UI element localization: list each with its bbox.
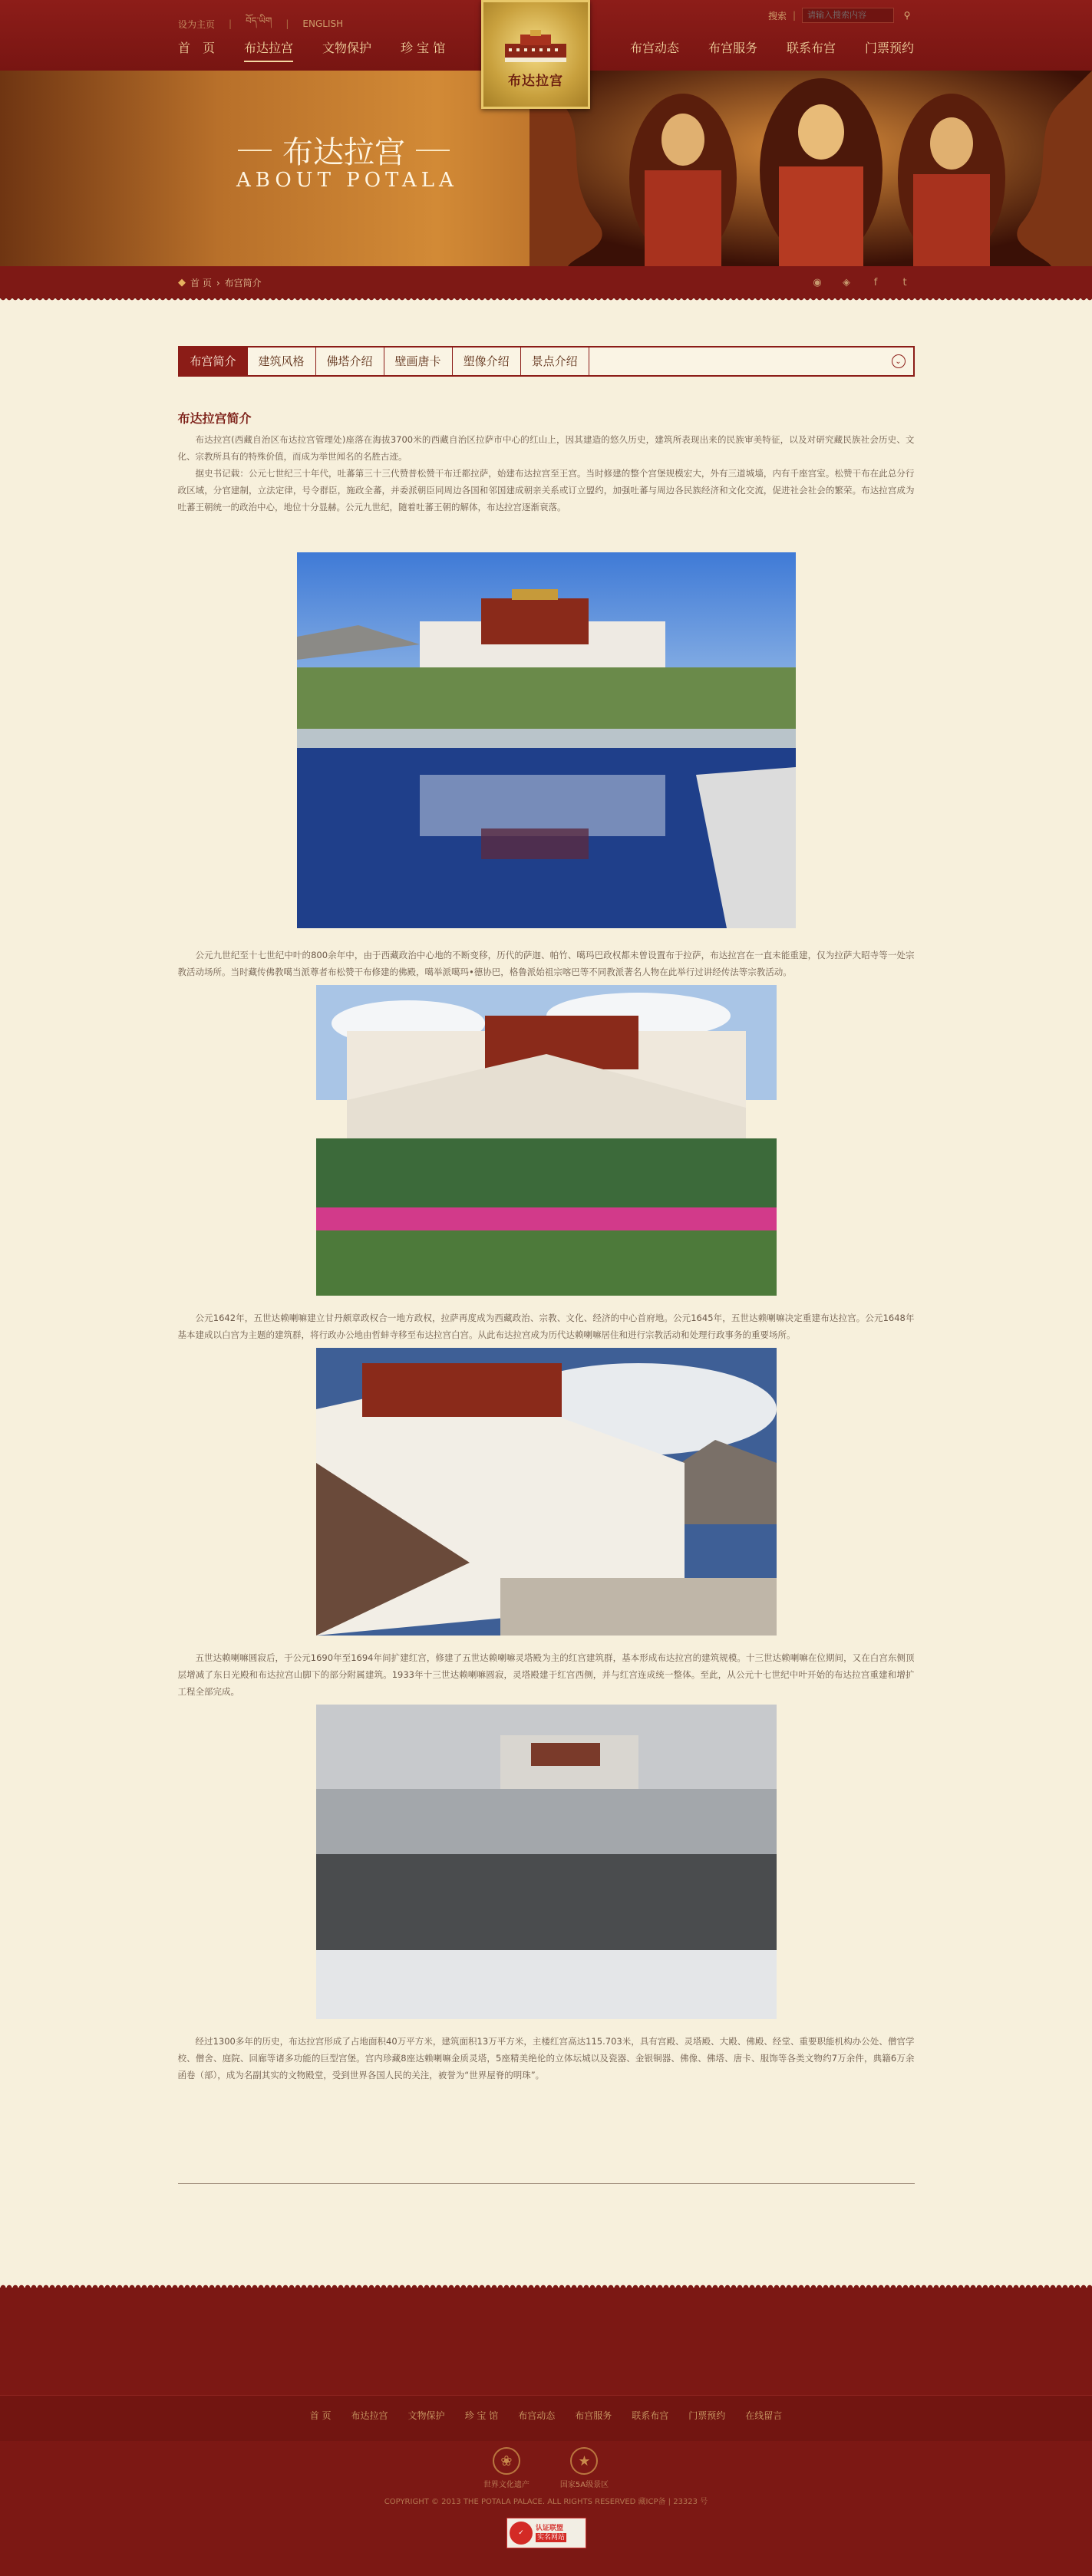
scenic-emblem-icon: ★ xyxy=(570,2447,598,2475)
breadcrumb-home-link[interactable]: 首 页 xyxy=(190,278,212,288)
tab-statues[interactable]: 塑像介绍 xyxy=(453,348,521,375)
nav-relic-protection[interactable]: 文物保护 xyxy=(322,41,372,55)
footer-link[interactable]: 在线留言 xyxy=(745,2410,783,2421)
nav-treasure-hall[interactable]: 珍 宝 馆 xyxy=(401,41,446,55)
main-content xyxy=(178,298,915,2184)
world-heritage-badge[interactable] xyxy=(483,2447,530,2489)
content-divider xyxy=(178,2183,915,2184)
social-links xyxy=(808,273,914,292)
potala-winter-snow-photo xyxy=(316,1705,777,2019)
renren-icon[interactable]: ◈ xyxy=(843,276,850,288)
facebook-icon[interactable]: f xyxy=(873,276,878,288)
cert-text xyxy=(536,2524,566,2542)
footer-link[interactable]: 珍 宝 馆 xyxy=(464,2410,499,2421)
tab-architecture[interactable]: 建筑风格 xyxy=(248,348,316,375)
article-paragraph: 公元九世纪至十七世纪中叶的800余年中，由于西藏政治中心地的不断变移，历代的萨迦、帕竹、噶玛巴政权都未曾设置布于拉萨，布达拉宫在一直未能重建，仅为拉萨大昭寺等一处宗教活动场所。当时藏传佛教噶当派尊者布松赞干布修建的佛殿，噶举派噶玛•德协巴，格鲁派始祖宗喀巴等不同教派著名人物在此举行过讲经传法等宗教活动。 xyxy=(177,950,915,977)
potala-lake-reflection-photo xyxy=(297,552,796,928)
cert-line2: 实名网站 xyxy=(537,2534,566,2541)
buddha-statues-image xyxy=(530,71,1092,266)
article-paragraph: 据史书记载：公元七世纪三十年代，吐蕃第三十三代赞普松赞干布迁都拉萨，始建布达拉宫至王宫。当时修建的整个宫堡规模宏大，外有三道城墙，内有千座宫室。松赞干布在此总分行政区域，分官建制，立法定律，号令群臣，施政全蕃，并委派朝臣同周边各国和邻国建成朝亲关系或订立盟约，加强吐蕃与周边各民族经济和文化交流，促进社会社会的繁荣。布达拉宫成为吐蕃王朝统一的政治中心，地位十分显赫。公元九世纪，随着吐蕃王朝的解体，布达拉宫逐渐衰落。 xyxy=(177,468,915,512)
potala-garden-photo xyxy=(316,985,777,1296)
search-icon[interactable]: ⚲ xyxy=(903,10,911,21)
nav-contact[interactable]: 联系布宫 xyxy=(786,41,836,55)
cert-line1: 认证联盟 xyxy=(536,2525,564,2532)
divider: | xyxy=(229,18,233,29)
nav-news[interactable]: 布宫动态 xyxy=(629,41,679,55)
footer-link[interactable]: 联系布宫 xyxy=(632,2410,669,2421)
cert-seal-icon: ✓ xyxy=(510,2522,533,2545)
title-line-left xyxy=(238,150,272,151)
tab-potala-intro[interactable]: 布宫简介 xyxy=(180,348,248,375)
footer-link[interactable]: 布达拉宫 xyxy=(351,2410,388,2421)
badge-label: 世界文化遗产 xyxy=(483,2481,530,2489)
article-paragraph: 布达拉宫(西藏自治区布达拉宫管理处)座落在海拔3700米的西藏自治区拉萨市中心的红山上，因其建造的悠久历史，建筑所表现出来的民族审美特征，以及对研究藏民族社会历史、文化、宗教所具有的特殊价值，而成为举世闻名的名胜古迹。 xyxy=(177,434,915,462)
site-logo[interactable] xyxy=(481,0,590,109)
nav-potala[interactable]: 布达拉宫 xyxy=(244,38,293,62)
nav-ticket-booking[interactable]: 门票预约 xyxy=(864,41,914,55)
footer-link[interactable]: 门票预约 xyxy=(688,2410,726,2421)
article-paragraph: 五世达赖喇嘛圆寂后，于公元1690年至1694年间扩建红宫，修建了五世达赖喇嘛灵塔殿为主的红宫建筑群，基本形成布达拉宫的建筑规模。十三世达赖喇嘛在位期间，又在白宫东侧顶层增减了东日光殿和布达拉宫山脚下的部分附属建筑。1933年十三世达赖喇嘛圆寂，灵塔殿建于红宫西侧，并与红宫连成统一整体。至此，从公元十七世纪中叶开始的布达拉宫重建和增扩工程全部完成。 xyxy=(177,1652,915,1697)
footer-link[interactable]: 首 页 xyxy=(309,2410,332,2421)
search-label: 搜索 xyxy=(767,10,787,21)
badge-label: 国家5A级景区 xyxy=(559,2481,609,2489)
section-tabs xyxy=(178,346,915,377)
divider: | xyxy=(285,18,289,29)
nav-home[interactable]: 首 页 xyxy=(178,41,216,55)
article-paragraph: 公元1642年，五世达赖喇嘛建立甘丹颇章政权合一地方政权，拉萨再度成为西藏政治、宗教、文化、经济的中心首府地。公元1645年，五世达赖喇嘛决定重建布达拉宫。公元1648年基本建成以白宫为主题的建筑群，将行政办公地由哲蚌寺移至布达拉宫白宫。从此布达拉宫成为历代达赖喇嘛居住和进行宗教活动和处理行政事务的重要场所。 xyxy=(177,1313,915,1340)
home-icon: ◆ xyxy=(178,277,186,288)
footer-link[interactable]: 布宫动态 xyxy=(518,2410,556,2421)
tab-stupas[interactable]: 佛塔介绍 xyxy=(316,348,384,375)
article-paragraph: 经过1300多年的历史，布达拉宫形成了占地面积40万平方米，建筑面积13万平方米，主楼红宫高达115.703米，具有宫殿、灵塔殿、大殿、佛殿、经堂、重要职能机构办公处、僧官学校、僧舍、庭院、回廊等诸多功能的巨型宫堡。宫内珍藏8座达赖喇嘛金质灵塔，5座精美绝伦的立体坛城以及瓷器、金银铜器、佛像、佛塔、唐卡、服饰等各类文物约7万余件，典籍6万余函卷（部），成为名副其实的文物殿堂，受到世界各国人民的关注，被誉为“世界屋脊的明珠”。 xyxy=(177,2036,915,2080)
main-nav-left xyxy=(178,38,445,62)
breadcrumb-separator: › xyxy=(216,277,220,288)
search-input[interactable] xyxy=(802,8,894,23)
heritage-emblem-icon: ❀ xyxy=(493,2447,520,2475)
title-line-right xyxy=(416,150,450,151)
banner-title-cn: 布达拉宫 xyxy=(282,135,405,170)
banner-title xyxy=(238,128,450,172)
logo-text: 布达拉宫 xyxy=(508,73,563,89)
breadcrumb xyxy=(178,276,262,289)
5a-scenic-badge[interactable] xyxy=(560,2447,609,2489)
potala-hillside-photo xyxy=(316,1348,777,1636)
site-header xyxy=(0,0,1092,89)
certification-badge[interactable] xyxy=(506,2518,586,2548)
nav-services[interactable]: 布宫服务 xyxy=(708,41,757,55)
divider: | xyxy=(792,10,796,21)
footer-nav xyxy=(0,2409,1092,2422)
set-home-link[interactable]: 设为主页 xyxy=(178,18,216,30)
main-nav-right xyxy=(630,38,914,61)
footer-badges xyxy=(0,2447,1092,2489)
copyright: COPYRIGHT © 2013 THE POTALA PALACE. ALL RIGHTS RESERVED 藏ICP备 | 23323 号 xyxy=(384,2498,708,2506)
breadcrumb-current: 布宫简介 xyxy=(224,278,262,288)
chevron-down-icon[interactable]: ⌄ xyxy=(892,354,906,368)
article-title: 布达拉宫简介 xyxy=(177,411,252,426)
weibo-icon[interactable]: ◉ xyxy=(813,276,822,288)
tibetan-language-link[interactable]: བོད་ཡིག xyxy=(246,15,272,26)
tab-scenic-spots[interactable]: 景点介绍 xyxy=(521,348,589,375)
palace-logo-icon xyxy=(501,28,570,64)
footer-link[interactable]: 文物保护 xyxy=(407,2410,445,2421)
site-footer xyxy=(0,2288,1092,2576)
banner-title-en: ABOUT POTALA xyxy=(236,169,458,192)
english-language-link[interactable]: ENGLISH xyxy=(302,18,344,29)
twitter-icon[interactable]: t xyxy=(902,276,907,288)
article xyxy=(178,409,915,2084)
footer-link[interactable]: 布宫服务 xyxy=(575,2410,612,2421)
breadcrumb-bar xyxy=(0,266,1092,298)
tab-murals-thangka[interactable]: 壁画唐卡 xyxy=(384,348,453,375)
